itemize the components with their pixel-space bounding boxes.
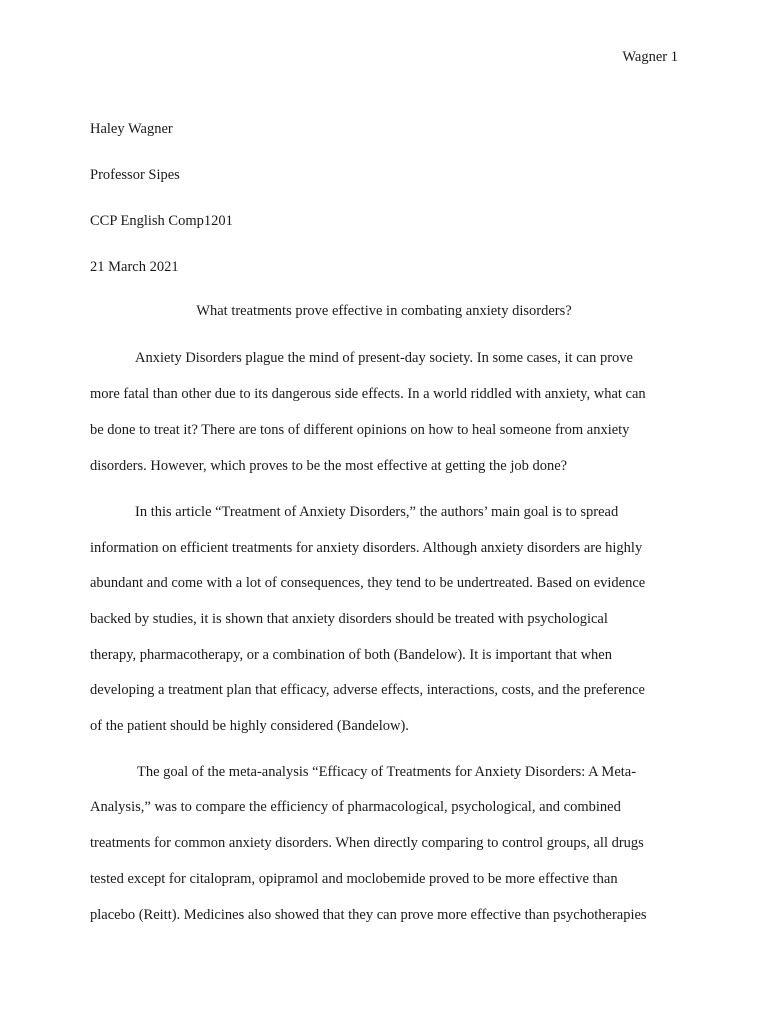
running-head: Wagner 1 bbox=[622, 49, 678, 65]
paragraph-line: be done to treat it? There are tons of different opinions on how to heal someone from anxiety bbox=[90, 422, 630, 438]
paper-title: What treatments prove effective in combating anxiety disorders? bbox=[196, 303, 572, 319]
paragraph-line: backed by studies, it is shown that anxiety disorders should be treated with psychological bbox=[90, 611, 608, 627]
paragraph-line: information on efficient treatments for anxiety disorders. Although anxiety disorders are highly bbox=[90, 540, 643, 556]
paragraph-line: of the patient should be highly considered (Bandelow). bbox=[90, 718, 409, 734]
paragraph-line: The goal of the meta-analysis “Efficacy of Treatments for Anxiety Disorders: A Meta- bbox=[137, 764, 637, 780]
paragraph-line: tested except for citalopram, opipramol and moclobemide proved to be more effective than bbox=[90, 871, 618, 887]
paragraph-line: treatments for common anxiety disorders. When directly comparing to control groups, all drugs bbox=[90, 835, 644, 851]
course-name: CCP English Comp1201 bbox=[90, 213, 233, 229]
paragraph-line: placebo (Reitt). Medicines also showed that they can prove more effective than psychotherapies bbox=[90, 907, 647, 923]
paragraph-line: more fatal than other due to its dangerous side effects. In a world riddled with anxiety, what can bbox=[90, 386, 646, 402]
date: 21 March 2021 bbox=[90, 259, 179, 275]
paragraph-line: In this article “Treatment of Anxiety Disorders,” the authors’ main goal is to spread bbox=[135, 504, 619, 520]
author-name: Haley Wagner bbox=[90, 121, 173, 137]
paragraph-line: disorders. However, which proves to be the most effective at getting the job done? bbox=[90, 458, 568, 474]
paragraph-line: abundant and come with a lot of consequences, they tend to be undertreated. Based on evidence bbox=[90, 575, 646, 591]
professor-name: Professor Sipes bbox=[90, 167, 180, 183]
paragraph-line: Analysis,” was to compare the efficiency of pharmacological, psychological, and combined bbox=[90, 799, 621, 815]
paragraph-line: developing a treatment plan that efficacy, adverse effects, interactions, costs, and the preference bbox=[90, 682, 645, 698]
paragraph-line: Anxiety Disorders plague the mind of present-day society. In some cases, it can prove bbox=[135, 350, 633, 366]
paragraph-line: therapy, pharmacotherapy, or a combination of both (Bandelow). It is important that when bbox=[90, 647, 612, 663]
